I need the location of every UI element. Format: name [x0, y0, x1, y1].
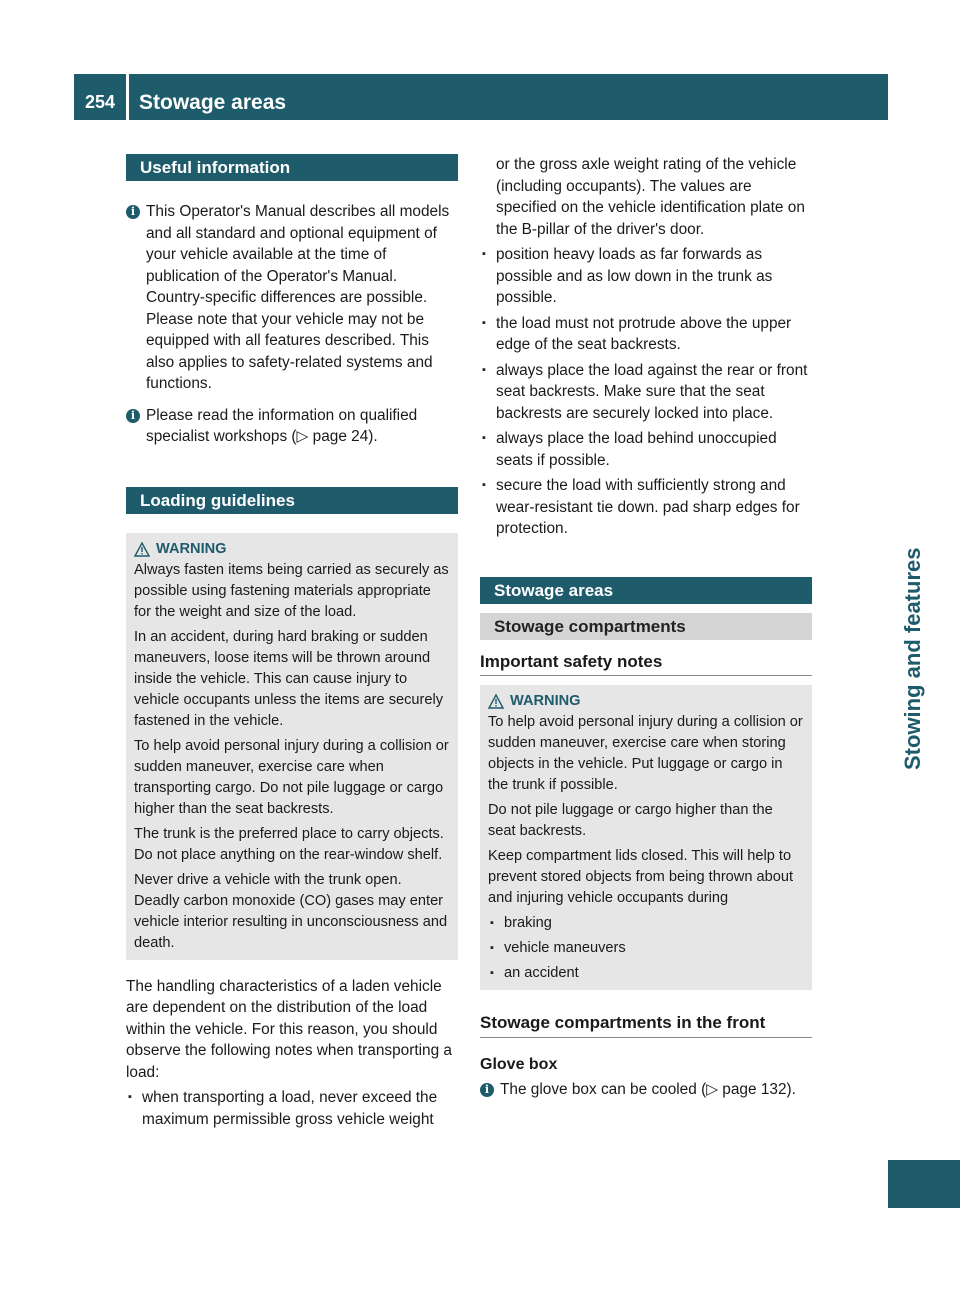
info-note — [126, 201, 458, 395]
stowage-compartments-heading: Stowage compartments — [480, 613, 812, 640]
list-item: ▪ always place the load against the rear or front seat backrests. Make sure that the seat backrests are securely locked into place. — [480, 360, 812, 425]
warning-box — [126, 533, 458, 960]
glove-box-heading: Glove box — [480, 1055, 558, 1073]
warning-paragraph: To help avoid personal injury during a collision or sudden maneuver, exercise care when transporting cargo. Do not pile luggage or cargo higher than the seat backrests. — [134, 737, 449, 817]
info-text: The glove box can be cooled (▷ page 132). — [500, 1081, 796, 1098]
info-text: This Operator's Manual describes all models and all standard and optional equipment of your vehicle available at the time of publication of the Operator's Manual. Country-specific differences are possible. Please note that your vehicle may not be equipped with all features described. This also applies to safety-related systems and functions. — [146, 203, 450, 392]
warning-paragraph: To help avoid personal injury during a collision or sudden maneuver, exercise care when storing objects in the vehicle. Put luggage or cargo in the trunk if possible. — [488, 714, 803, 793]
warning-triangle-icon — [134, 542, 150, 557]
header-divider — [126, 74, 129, 120]
warning-paragraph: Do not pile luggage or cargo higher than the seat backrests. — [488, 802, 773, 839]
page-title: Stowage areas — [139, 91, 287, 114]
page-number: 254 — [84, 92, 116, 112]
list-item: ▪ vehicle maneuvers — [488, 938, 804, 959]
handling-text: The handling characteristics of a laden vehicle are dependent on the distribution of the load within the vehicle. For this reason, you should observe the following notes when transporting a load: — [126, 977, 452, 1081]
list-item: ▪ braking — [488, 913, 804, 934]
front-compartments-heading: Stowage compartments in the front — [480, 1012, 812, 1038]
loading-guidelines-heading: Loading guidelines — [126, 487, 458, 514]
info-icon: i — [126, 409, 140, 423]
warning-paragraph: Keep compartment lids closed. This will help to prevent stored objects from being thrown about and injuring vehicle occupants during — [488, 848, 794, 906]
list-item: ▪ always place the load behind unoccupied seats if possible. — [480, 428, 812, 471]
warning-paragraph: Never drive a vehicle with the trunk open. Deadly carbon monoxide (CO) gases may enter vehicle interior resulting in unconsciousness and death. — [134, 871, 448, 951]
warning-paragraph: The trunk is the preferred place to carry objects. Do not place anything on the rear-window shelf. — [134, 825, 444, 863]
info-note — [480, 1079, 812, 1101]
load-bullet-list — [480, 244, 812, 540]
warning-paragraph: In an accident, during hard braking or sudden maneuvers, loose items will be thrown around inside the vehicle. This can cause injury to vehicle occupants unless the items are securely fastened in the vehicle. — [134, 628, 444, 729]
stowage-areas-heading: Stowage areas — [480, 577, 812, 604]
list-item: ▪ an accident — [488, 963, 804, 984]
warning-title: WARNING — [134, 539, 450, 560]
info-note — [126, 405, 458, 448]
warning-title: WARNING — [488, 691, 804, 712]
left-column — [126, 154, 458, 1130]
load-bullet-list — [126, 1087, 458, 1130]
info-icon: i — [480, 1083, 494, 1097]
warning-triangle-icon — [488, 694, 504, 709]
safety-notes-heading: Important safety notes — [480, 651, 812, 677]
useful-info-heading: Useful information — [126, 154, 458, 181]
warning-paragraph: Always fasten items being carried as securely as possible using fastening materials appropriate for the weight and size of the load. — [134, 561, 449, 620]
warning-box — [480, 685, 812, 990]
list-item: ▪ the load must not protrude above the upper edge of the seat backrests. — [480, 313, 812, 356]
list-item: ▪ secure the load with sufficiently strong and wear-resistant tie down. pad sharp edges for protection. — [480, 475, 812, 540]
list-item: ▪ position heavy loads as far forwards as possible and as low down in the trunk as possible. — [480, 244, 812, 309]
info-text: Please read the information on qualified specialist workshops (▷ page 24). — [146, 406, 418, 445]
side-tab-label: Stowing and features — [900, 547, 925, 770]
bullet-continuation: or the gross axle weight rating of the vehicle (including occupants). The values are specified on the vehicle identification plate on the B-pillar of the driver's door. — [496, 156, 805, 238]
list-item: ▪ when transporting a load, never exceed the maximum permissible gross vehicle weight — [126, 1087, 458, 1130]
warning-bullet-list — [488, 913, 804, 984]
right-column — [480, 154, 812, 1101]
side-tab-marker — [888, 1160, 960, 1208]
info-icon: i — [126, 205, 140, 219]
